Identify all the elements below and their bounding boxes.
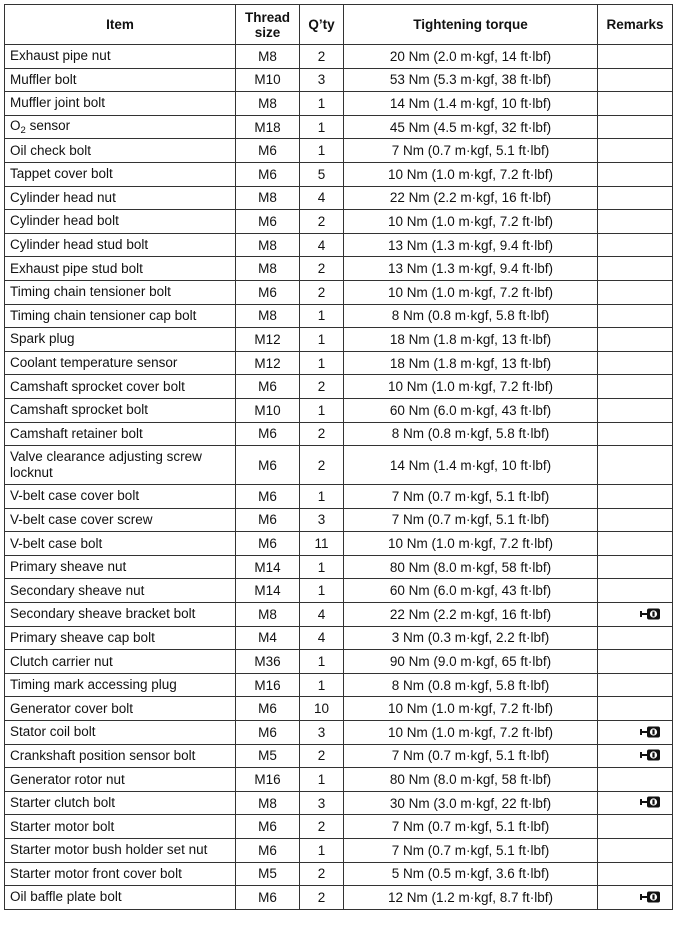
header-item: Item xyxy=(5,5,236,45)
cell-item xyxy=(5,673,236,697)
item-name-suffix: sensor xyxy=(25,118,71,134)
cell-thread-size: M10 xyxy=(236,398,300,422)
cell-tightening-torque: 7 Nm (0.7 m·kgf, 5.1 ft·lbf) xyxy=(344,485,598,509)
item-name: Oil baffle plate bolt xyxy=(10,889,122,905)
item-name: Cylinder head nut xyxy=(10,189,116,205)
cell-item xyxy=(5,555,236,579)
locking-agent-icon xyxy=(638,607,662,621)
cell-tightening-torque: 10 Nm (1.0 m·kgf, 7.2 ft·lbf) xyxy=(344,532,598,556)
cell-remarks xyxy=(598,791,673,815)
cell-tightening-torque: 22 Nm (2.2 m·kgf, 16 ft·lbf) xyxy=(344,186,598,210)
cell-thread-size: M8 xyxy=(236,603,300,627)
cell-quantity: 2 xyxy=(300,45,344,69)
cell-thread-size: M8 xyxy=(236,791,300,815)
cell-item xyxy=(5,650,236,674)
item-name: Crankshaft position sensor bolt xyxy=(10,747,196,763)
table-row xyxy=(5,697,673,721)
cell-tightening-torque: 13 Nm (1.3 m·kgf, 9.4 ft·lbf) xyxy=(344,233,598,257)
cell-tightening-torque: 8 Nm (0.8 m·kgf, 5.8 ft·lbf) xyxy=(344,673,598,697)
cell-quantity: 2 xyxy=(300,815,344,839)
cell-remarks xyxy=(598,92,673,116)
item-name: Timing mark accessing plug xyxy=(10,677,177,693)
table-row xyxy=(5,886,673,910)
cell-item xyxy=(5,697,236,721)
cell-thread-size: M16 xyxy=(236,768,300,792)
cell-thread-size: M14 xyxy=(236,555,300,579)
cell-remarks xyxy=(598,68,673,92)
table-row xyxy=(5,673,673,697)
cell-thread-size: M6 xyxy=(236,210,300,234)
table-row xyxy=(5,626,673,650)
cell-tightening-torque: 20 Nm (2.0 m·kgf, 14 ft·lbf) xyxy=(344,45,598,69)
cell-remarks xyxy=(598,485,673,509)
torque-specification-table xyxy=(4,4,673,910)
item-name: Starter motor front cover bolt xyxy=(10,865,182,881)
cell-tightening-torque: 7 Nm (0.7 m·kgf, 5.1 ft·lbf) xyxy=(344,744,598,768)
cell-tightening-torque: 14 Nm (1.4 m·kgf, 10 ft·lbf) xyxy=(344,446,598,485)
table-row xyxy=(5,508,673,532)
table-row xyxy=(5,422,673,446)
cell-quantity: 2 xyxy=(300,446,344,485)
cell-item xyxy=(5,139,236,163)
cell-tightening-torque: 18 Nm (1.8 m·kgf, 13 ft·lbf) xyxy=(344,328,598,352)
item-name: Cylinder head stud bolt xyxy=(10,237,149,253)
cell-thread-size: M8 xyxy=(236,233,300,257)
cell-tightening-torque: 90 Nm (9.0 m·kgf, 65 ft·lbf) xyxy=(344,650,598,674)
cell-thread-size: M14 xyxy=(236,579,300,603)
cell-tightening-torque: 10 Nm (1.0 m·kgf, 7.2 ft·lbf) xyxy=(344,210,598,234)
item-name: V-belt case cover bolt xyxy=(10,488,140,504)
item-name: Primary sheave nut xyxy=(10,559,127,575)
cell-remarks xyxy=(598,328,673,352)
table-header-row xyxy=(5,5,673,45)
cell-item xyxy=(5,791,236,815)
table-row xyxy=(5,485,673,509)
cell-item xyxy=(5,603,236,627)
cell-quantity: 3 xyxy=(300,68,344,92)
cell-item xyxy=(5,92,236,116)
table-row xyxy=(5,139,673,163)
cell-remarks xyxy=(598,210,673,234)
cell-thread-size: M6 xyxy=(236,839,300,863)
cell-item xyxy=(5,532,236,556)
cell-item xyxy=(5,485,236,509)
cell-quantity: 1 xyxy=(300,92,344,116)
cell-item xyxy=(5,115,236,139)
cell-quantity: 4 xyxy=(300,186,344,210)
torque-table-container xyxy=(4,4,673,910)
cell-tightening-torque: 80 Nm (8.0 m·kgf, 58 ft·lbf) xyxy=(344,768,598,792)
table-row xyxy=(5,744,673,768)
item-name: O xyxy=(10,118,21,134)
item-name: Oil check bolt xyxy=(10,142,92,158)
cell-item xyxy=(5,304,236,328)
item-name: Camshaft sprocket cover bolt xyxy=(10,378,185,394)
cell-quantity: 1 xyxy=(300,485,344,509)
table-row xyxy=(5,210,673,234)
item-name: V-belt case cover screw xyxy=(10,511,153,527)
cell-remarks xyxy=(598,375,673,399)
cell-tightening-torque: 22 Nm (2.2 m·kgf, 16 ft·lbf) xyxy=(344,603,598,627)
item-subscript: 2 xyxy=(20,125,26,137)
cell-item xyxy=(5,886,236,910)
table-row xyxy=(5,603,673,627)
cell-thread-size: M18 xyxy=(236,115,300,139)
cell-thread-size: M8 xyxy=(236,257,300,281)
cell-item xyxy=(5,162,236,186)
cell-remarks xyxy=(598,579,673,603)
cell-quantity: 1 xyxy=(300,139,344,163)
cell-remarks xyxy=(598,626,673,650)
table-row xyxy=(5,68,673,92)
cell-remarks xyxy=(598,721,673,745)
item-name: Primary sheave cap bolt xyxy=(10,629,155,645)
cell-item xyxy=(5,839,236,863)
item-name: Camshaft sprocket bolt xyxy=(10,402,149,418)
cell-thread-size: M6 xyxy=(236,422,300,446)
table-row xyxy=(5,532,673,556)
cell-quantity: 4 xyxy=(300,233,344,257)
cell-quantity: 1 xyxy=(300,398,344,422)
cell-quantity: 2 xyxy=(300,886,344,910)
cell-tightening-torque: 5 Nm (0.5 m·kgf, 3.6 ft·lbf) xyxy=(344,862,598,886)
cell-thread-size: M12 xyxy=(236,351,300,375)
cell-thread-size: M5 xyxy=(236,744,300,768)
table-row xyxy=(5,328,673,352)
cell-tightening-torque: 12 Nm (1.2 m·kgf, 8.7 ft·lbf) xyxy=(344,886,598,910)
cell-item xyxy=(5,233,236,257)
table-row xyxy=(5,862,673,886)
table-row xyxy=(5,839,673,863)
cell-item xyxy=(5,257,236,281)
item-name: Starter clutch bolt xyxy=(10,795,116,811)
item-name: Timing chain tensioner bolt xyxy=(10,284,171,300)
cell-remarks xyxy=(598,398,673,422)
cell-tightening-torque: 30 Nm (3.0 m·kgf, 22 ft·lbf) xyxy=(344,791,598,815)
cell-item xyxy=(5,45,236,69)
cell-quantity: 1 xyxy=(300,351,344,375)
table-row xyxy=(5,791,673,815)
cell-thread-size: M6 xyxy=(236,815,300,839)
cell-tightening-torque: 18 Nm (1.8 m·kgf, 13 ft·lbf) xyxy=(344,351,598,375)
cell-thread-size: M8 xyxy=(236,92,300,116)
cell-remarks xyxy=(598,697,673,721)
cell-remarks xyxy=(598,186,673,210)
cell-thread-size: M4 xyxy=(236,626,300,650)
item-name: Coolant temperature sensor xyxy=(10,355,178,371)
cell-tightening-torque: 8 Nm (0.8 m·kgf, 5.8 ft·lbf) xyxy=(344,422,598,446)
cell-tightening-torque: 10 Nm (1.0 m·kgf, 7.2 ft·lbf) xyxy=(344,697,598,721)
cell-thread-size: M8 xyxy=(236,186,300,210)
header-thread-size xyxy=(236,5,300,45)
cell-quantity: 1 xyxy=(300,768,344,792)
cell-remarks xyxy=(598,45,673,69)
cell-tightening-torque: 10 Nm (1.0 m·kgf, 7.2 ft·lbf) xyxy=(344,375,598,399)
cell-tightening-torque: 3 Nm (0.3 m·kgf, 2.2 ft·lbf) xyxy=(344,626,598,650)
cell-remarks xyxy=(598,139,673,163)
table-row xyxy=(5,233,673,257)
cell-quantity: 1 xyxy=(300,115,344,139)
cell-quantity: 1 xyxy=(300,839,344,863)
item-name: Tappet cover bolt xyxy=(10,166,113,182)
cell-quantity: 2 xyxy=(300,280,344,304)
cell-item xyxy=(5,744,236,768)
cell-thread-size: M6 xyxy=(236,532,300,556)
cell-remarks xyxy=(598,839,673,863)
cell-remarks xyxy=(598,351,673,375)
item-name: Spark plug xyxy=(10,331,75,347)
cell-remarks xyxy=(598,257,673,281)
cell-thread-size: M6 xyxy=(236,886,300,910)
cell-item xyxy=(5,815,236,839)
cell-remarks xyxy=(598,862,673,886)
table-row xyxy=(5,257,673,281)
header-quantity: Q’ty xyxy=(300,5,344,45)
cell-quantity: 4 xyxy=(300,603,344,627)
header-thread-size-line2: size xyxy=(254,24,281,40)
table-row xyxy=(5,304,673,328)
cell-quantity: 4 xyxy=(300,626,344,650)
cell-tightening-torque: 7 Nm (0.7 m·kgf, 5.1 ft·lbf) xyxy=(344,815,598,839)
cell-quantity: 5 xyxy=(300,162,344,186)
cell-tightening-torque: 10 Nm (1.0 m·kgf, 7.2 ft·lbf) xyxy=(344,721,598,745)
table-row xyxy=(5,555,673,579)
item-name: Valve clearance adjusting screw locknut xyxy=(10,449,202,481)
cell-item xyxy=(5,398,236,422)
table-row xyxy=(5,398,673,422)
cell-remarks xyxy=(598,768,673,792)
cell-thread-size: M6 xyxy=(236,485,300,509)
table-row xyxy=(5,375,673,399)
cell-quantity: 2 xyxy=(300,375,344,399)
cell-remarks xyxy=(598,233,673,257)
table-row xyxy=(5,162,673,186)
item-name: Secondary sheave bracket bolt xyxy=(10,606,196,622)
table-row xyxy=(5,815,673,839)
cell-tightening-torque: 14 Nm (1.4 m·kgf, 10 ft·lbf) xyxy=(344,92,598,116)
cell-thread-size: M6 xyxy=(236,721,300,745)
cell-remarks xyxy=(598,650,673,674)
cell-tightening-torque: 7 Nm (0.7 m·kgf, 5.1 ft·lbf) xyxy=(344,839,598,863)
cell-quantity: 1 xyxy=(300,673,344,697)
table-row xyxy=(5,768,673,792)
cell-thread-size: M8 xyxy=(236,304,300,328)
cell-quantity: 2 xyxy=(300,744,344,768)
item-name: Muffler joint bolt xyxy=(10,95,106,111)
item-name: Exhaust pipe stud bolt xyxy=(10,260,143,276)
item-name: Clutch carrier nut xyxy=(10,653,113,669)
cell-quantity: 3 xyxy=(300,721,344,745)
cell-thread-size: M12 xyxy=(236,328,300,352)
table-body xyxy=(5,45,673,910)
cell-remarks xyxy=(598,115,673,139)
table-row xyxy=(5,186,673,210)
cell-quantity: 1 xyxy=(300,555,344,579)
locking-agent-icon xyxy=(638,890,662,904)
cell-remarks xyxy=(598,446,673,485)
cell-quantity: 2 xyxy=(300,862,344,886)
cell-quantity: 3 xyxy=(300,791,344,815)
cell-thread-size: M16 xyxy=(236,673,300,697)
cell-quantity: 2 xyxy=(300,422,344,446)
item-name: Stator coil bolt xyxy=(10,724,96,740)
cell-item xyxy=(5,446,236,485)
cell-item xyxy=(5,508,236,532)
cell-quantity: 11 xyxy=(300,532,344,556)
cell-quantity: 1 xyxy=(300,304,344,328)
cell-thread-size: M6 xyxy=(236,446,300,485)
table-row xyxy=(5,45,673,69)
header-tightening-torque: Tightening torque xyxy=(344,5,598,45)
cell-remarks xyxy=(598,815,673,839)
cell-item xyxy=(5,210,236,234)
item-name: Camshaft retainer bolt xyxy=(10,425,143,441)
cell-remarks xyxy=(598,603,673,627)
cell-quantity: 1 xyxy=(300,650,344,674)
table-row xyxy=(5,351,673,375)
cell-thread-size: M5 xyxy=(236,862,300,886)
cell-remarks xyxy=(598,555,673,579)
table-row xyxy=(5,115,673,139)
cell-item xyxy=(5,375,236,399)
cell-quantity: 1 xyxy=(300,579,344,603)
cell-thread-size: M36 xyxy=(236,650,300,674)
cell-remarks xyxy=(598,673,673,697)
cell-thread-size: M10 xyxy=(236,68,300,92)
cell-tightening-torque: 10 Nm (1.0 m·kgf, 7.2 ft·lbf) xyxy=(344,162,598,186)
cell-item xyxy=(5,579,236,603)
item-name: Timing chain tensioner cap bolt xyxy=(10,307,197,323)
locking-agent-icon xyxy=(638,795,662,809)
cell-item xyxy=(5,862,236,886)
cell-item xyxy=(5,328,236,352)
cell-thread-size: M6 xyxy=(236,375,300,399)
cell-item xyxy=(5,186,236,210)
cell-thread-size: M8 xyxy=(236,45,300,69)
table-row xyxy=(5,446,673,485)
table-row xyxy=(5,92,673,116)
cell-remarks xyxy=(598,508,673,532)
cell-thread-size: M6 xyxy=(236,162,300,186)
cell-item xyxy=(5,422,236,446)
cell-quantity: 2 xyxy=(300,210,344,234)
cell-item xyxy=(5,280,236,304)
cell-remarks xyxy=(598,532,673,556)
header-thread-size-line1: Thread xyxy=(244,9,290,25)
cell-item xyxy=(5,626,236,650)
cell-quantity: 2 xyxy=(300,257,344,281)
item-name: Secondary sheave nut xyxy=(10,582,145,598)
cell-tightening-torque: 7 Nm (0.7 m·kgf, 5.1 ft·lbf) xyxy=(344,139,598,163)
cell-item xyxy=(5,68,236,92)
item-name: Exhaust pipe nut xyxy=(10,48,111,64)
cell-item xyxy=(5,768,236,792)
cell-tightening-torque: 8 Nm (0.8 m·kgf, 5.8 ft·lbf) xyxy=(344,304,598,328)
cell-remarks xyxy=(598,304,673,328)
table-row xyxy=(5,280,673,304)
cell-item xyxy=(5,721,236,745)
item-name: V-belt case bolt xyxy=(10,535,103,551)
item-name: Generator cover bolt xyxy=(10,700,134,716)
locking-agent-icon xyxy=(638,725,662,739)
cell-remarks xyxy=(598,886,673,910)
cell-tightening-torque: 13 Nm (1.3 m·kgf, 9.4 ft·lbf) xyxy=(344,257,598,281)
item-name: Starter motor bolt xyxy=(10,818,115,834)
cell-tightening-torque: 7 Nm (0.7 m·kgf, 5.1 ft·lbf) xyxy=(344,508,598,532)
cell-remarks xyxy=(598,280,673,304)
cell-quantity: 3 xyxy=(300,508,344,532)
cell-tightening-torque: 45 Nm (4.5 m·kgf, 32 ft·lbf) xyxy=(344,115,598,139)
cell-remarks xyxy=(598,422,673,446)
cell-thread-size: M6 xyxy=(236,280,300,304)
cell-thread-size: M6 xyxy=(236,697,300,721)
cell-remarks xyxy=(598,162,673,186)
cell-tightening-torque: 10 Nm (1.0 m·kgf, 7.2 ft·lbf) xyxy=(344,280,598,304)
locking-agent-icon xyxy=(638,748,662,762)
item-name: Cylinder head bolt xyxy=(10,213,119,229)
table-row xyxy=(5,721,673,745)
cell-quantity: 10 xyxy=(300,697,344,721)
cell-remarks xyxy=(598,744,673,768)
cell-item xyxy=(5,351,236,375)
header-remarks: Remarks xyxy=(598,5,673,45)
item-name: Muffler bolt xyxy=(10,71,77,87)
table-row xyxy=(5,650,673,674)
cell-tightening-torque: 80 Nm (8.0 m·kgf, 58 ft·lbf) xyxy=(344,555,598,579)
cell-tightening-torque: 60 Nm (6.0 m·kgf, 43 ft·lbf) xyxy=(344,398,598,422)
table-row xyxy=(5,579,673,603)
cell-tightening-torque: 53 Nm (5.3 m·kgf, 38 ft·lbf) xyxy=(344,68,598,92)
cell-thread-size: M6 xyxy=(236,508,300,532)
item-name: Starter motor bush holder set nut xyxy=(10,842,208,858)
cell-quantity: 1 xyxy=(300,328,344,352)
cell-tightening-torque: 60 Nm (6.0 m·kgf, 43 ft·lbf) xyxy=(344,579,598,603)
cell-thread-size: M6 xyxy=(236,139,300,163)
item-name: Generator rotor nut xyxy=(10,771,125,787)
